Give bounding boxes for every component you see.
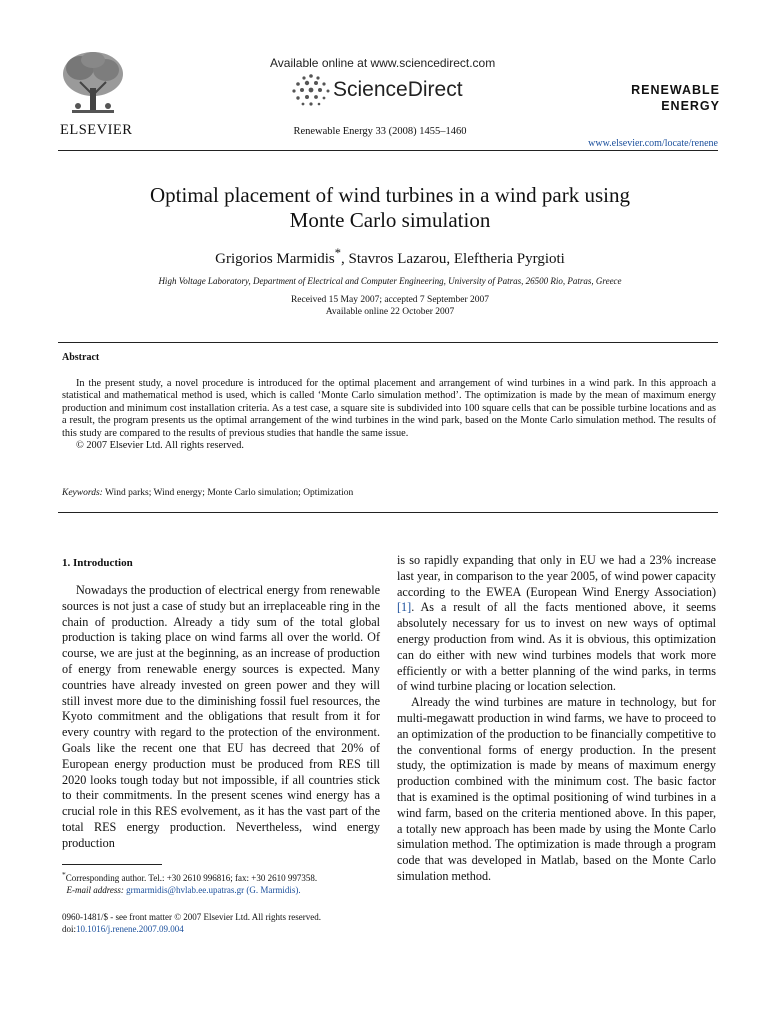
- keywords-text: Wind parks; Wind energy; Monte Carlo simulation; Optimization: [102, 488, 354, 498]
- authors-rest: , Stavros Lazarou, Eleftheria Pyrgioti: [341, 251, 565, 267]
- keywords: [62, 488, 716, 498]
- article-dates: [60, 294, 720, 318]
- sciencedirect-wordmark: ScienceDirect: [333, 78, 463, 101]
- issn-line: 0960-1481/$ - see front matter © 2007 Elsevier Ltd. All rights reserved.: [62, 912, 322, 922]
- title-line-1: Optimal placement of wind turbines in a wind park using: [150, 183, 630, 207]
- footnote-mark: *: [62, 870, 66, 879]
- paragraph-text: is so rapidly expanding that only in EU we had a 23% increase last year, in comparison to the year 2005, of wind power capacity according to the EWEA (European Wind Energy Association): [397, 553, 716, 599]
- publisher-name: ELSEVIER: [60, 122, 133, 138]
- issn-block: [62, 911, 392, 935]
- citation-link[interactable]: [1]: [397, 600, 412, 615]
- doi-label: doi:: [62, 924, 77, 934]
- section-heading-introduction: 1. Introduction: [62, 557, 133, 569]
- title-line-2: Monte Carlo simulation: [289, 208, 491, 232]
- journal-name-line1: RENEWABLE: [631, 83, 720, 97]
- email-link[interactable]: grmarmidis@hvlab.ee.upatras.gr (G. Marmidis).: [126, 884, 301, 895]
- sciencedirect-logo: [290, 72, 480, 112]
- abstract-copyright: © 2007 Elsevier Ltd. All rights reserved.: [76, 440, 244, 452]
- doi-link[interactable]: 10.1016/j.renene.2007.09.004: [76, 924, 184, 934]
- abstract-body: [62, 378, 716, 452]
- received-date: Received 15 May 2007; accepted 7 September 2007: [290, 295, 490, 305]
- intro-paragraph-2: Already the wind turbines are mature in technology, but for multi-megawatt production in wind farms, we have to proceed to an optimization of the production to be financially competitive to the conventional forms of energy production. In the present study, the optimization is made by means of maximum energy production combined with the minimum cost. The basic factor that is examined is the optimal positioning of wind turbines in a wind farm, based on the criteria mentioned above. In this paper, a totally new approach has been made by using the Monte Carlo simulation method. The optimization is made through a program code that was developed in Matlab, based on the Monte Carlo simulation method.: [397, 695, 716, 883]
- footnote-contact: Corresponding author. Tel.: +30 2610 996816; fax: +30 2610 997358.: [65, 873, 318, 883]
- body-column-right: [397, 553, 716, 885]
- header-divider: [58, 150, 718, 151]
- keywords-bottom-divider: [58, 512, 718, 513]
- intro-paragraph-1-continued: [397, 553, 716, 695]
- affiliation: High Voltage Laboratory, Department of Electrical and Computer Engineering, University of Patras, 26500 Rio, Patras, Greece: [158, 276, 622, 286]
- abstract-text: In the present study, a novel procedure is introduced for the optimal placement and arrangement of wind turbines in a wind park. In this approach a statistical and mathematical method is used, which is called ‘Monte Carlo simulation method’. The optimization is made by the mean of maximum energy production and minimum cost installation criteria. As a test case, a square site is subdivided into 100 square cells that can be possible turbine locations and as a result, the program presents us the optimal arrangement of the wind turbines in the wind park, based on the Monte Carlo simulation method. The results of this study are compared to the results of previous studies that handle the same issue.: [62, 378, 716, 439]
- footnote-divider: [62, 864, 162, 865]
- journal-reference: Renewable Energy 33 (2008) 1455–1460: [293, 126, 467, 137]
- available-date: Available online 22 October 2007: [325, 307, 455, 317]
- available-online-text: Available online at www.sciencedirect.com: [270, 56, 496, 70]
- journal-brand: [590, 82, 720, 114]
- email-label: E-mail address:: [66, 884, 124, 895]
- doi-line: [62, 923, 392, 935]
- sciencedirect-dots-icon: [290, 72, 332, 112]
- corresponding-author-mark[interactable]: *: [334, 246, 341, 260]
- footnote-line-1: [62, 869, 392, 885]
- elsevier-tree-icon: [58, 48, 128, 120]
- journal-name-line2: ENERGY: [661, 99, 720, 113]
- article-title: [60, 183, 720, 233]
- body-column-left: [62, 583, 380, 852]
- abstract-heading: Abstract: [62, 352, 100, 363]
- author-first: Grigorios Marmidis: [215, 251, 335, 267]
- keywords-label: Keywords:: [62, 488, 103, 498]
- intro-paragraph-1: Nowadays the production of electrical energy from renewable sources is not just a case of study but an irreplaceable ring in the chain of production. Already a tidy sum of the total global production is taking place on wind farms all over the world. Of course, we are just at the beginning, as an increase of production of energy from renewable energy sources is expected. Many countries have already invested on green power and they will still invest more due to the diminishing fossil fuel resources, the Kyoto commitment and the obligations that result from it for every country with regard to the protection of the environment. Goals like the recent one that EU has decreed that 20% of European energy production must be produced from RES till 2020 looks tough today but not impossible, if all countries stick to their commitments. In the present scenes wind energy has a crucial role in this RES evolvement, as it has the vast part of the total RES energy production. Nevertheless, wind energy production: [62, 583, 380, 850]
- footnote-line-2: [62, 885, 392, 897]
- footnote: [62, 869, 392, 896]
- journal-url-link[interactable]: www.elsevier.com/locate/renene: [588, 138, 718, 149]
- paragraph-text: . As a result of all the facts mentioned above, it seems absolutely necessary for us to invest on new ways of optimal energy production from wind. As it is obvious, this optimization can do either with new wind turbines models that work more efficiently or with a better planning of the wind parks, in terms of wind turbine placing or location selection.: [397, 600, 716, 694]
- abstract-top-divider: [58, 342, 718, 343]
- author-list: [60, 246, 720, 268]
